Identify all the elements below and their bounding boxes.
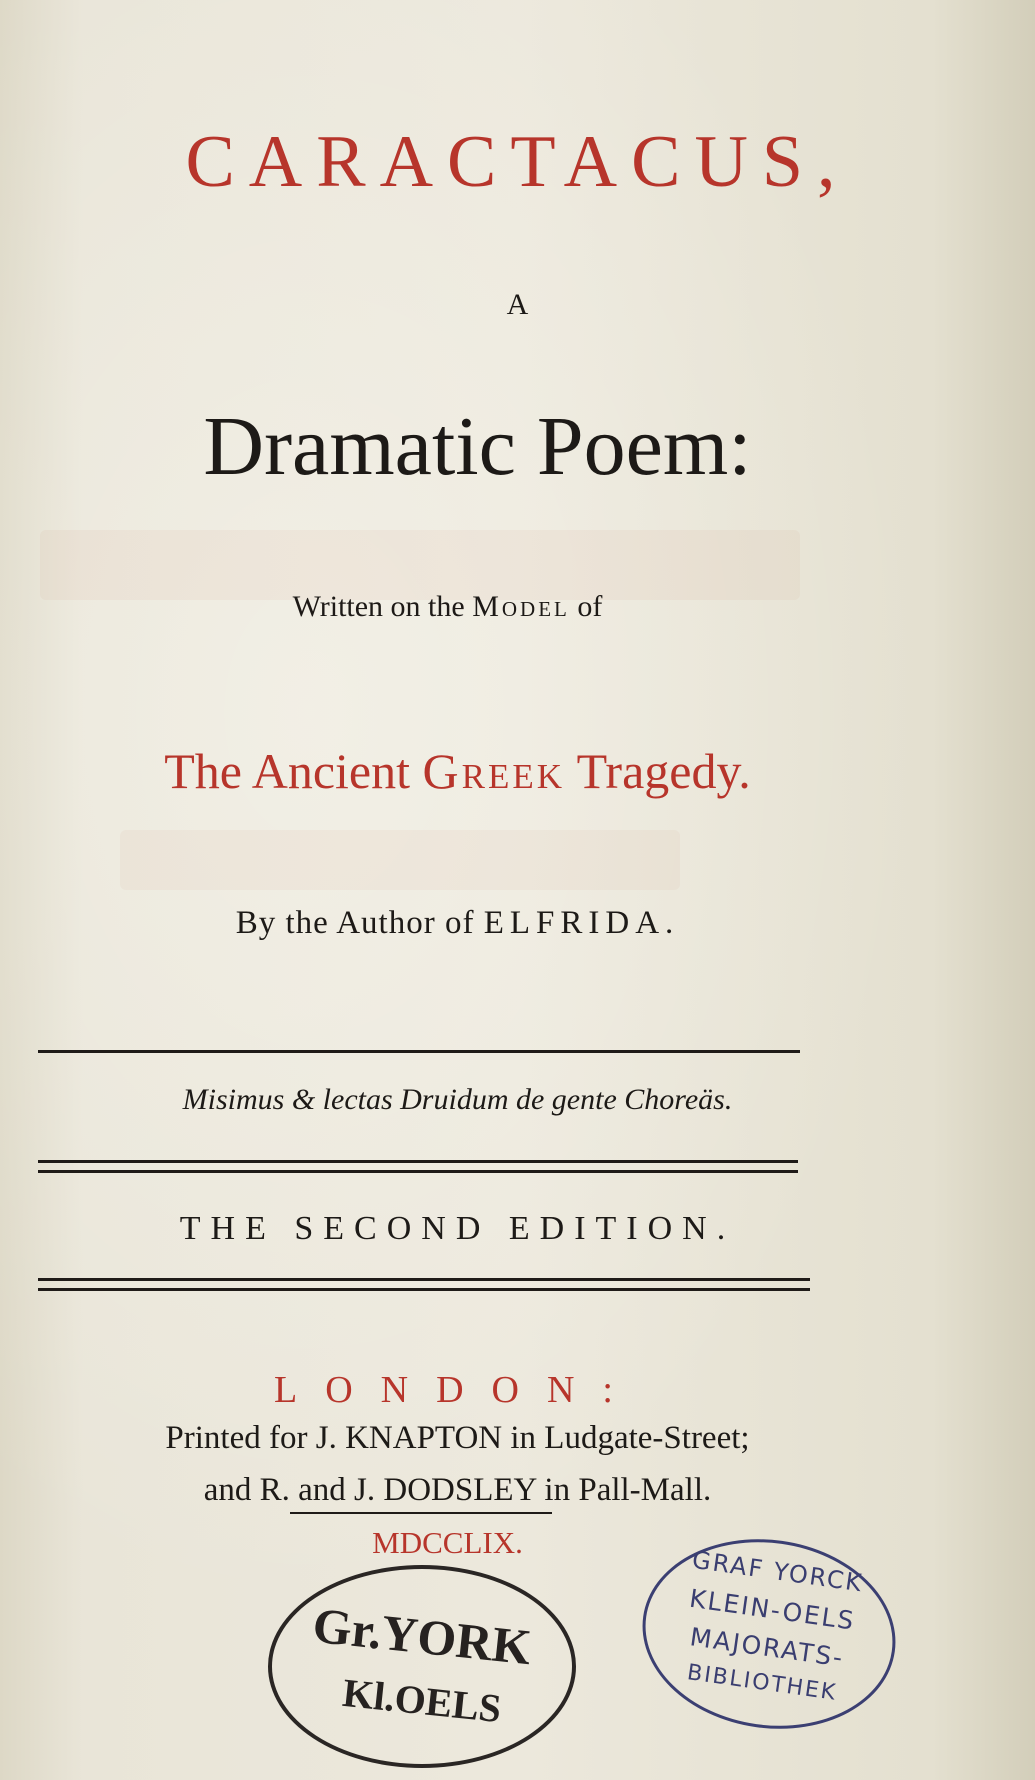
library-stamp-york [268,1565,576,1768]
imprint-line-1: Printed for J. KNAPTON in Ludgate-Street; [165,1420,750,1456]
rule-top [38,1050,800,1053]
handwritten-underline [290,1512,552,1514]
imprint-line-2: and R. and J. DODSLEY in Pall-Mall. [203,1472,712,1508]
written-suffix: of [577,590,603,623]
double-rule-upper-b [38,1170,798,1173]
written-prefix: Written on the [292,590,465,623]
edition-statement: THE SECOND EDITION. [179,1210,736,1247]
imprint-date: MDCCLIX. [372,1525,523,1560]
title-article: A [506,288,529,321]
stamp-klein-line-1: GRAF YORCK [690,1545,866,1598]
stamp-york-line-2: Kl.OELS [340,1669,504,1732]
stamp-klein-line-2: KLEIN-OELS [687,1583,858,1636]
double-rule-lower-a [38,1278,810,1281]
author-line [0,905,975,942]
stamp-klein-line-4: BIBLIOTHEK [685,1660,839,1706]
written-model: Model [472,590,570,623]
ancient-greek: Greek [422,743,566,799]
book-subtitle: Dramatic Poem: [203,400,752,493]
author-work: ELFRIDA. [483,905,680,941]
double-rule-upper-a [38,1160,798,1163]
stamp-klein-line-3: MAJORATS- [688,1622,847,1673]
stamp-york-line-1: Gr.YORK [310,1596,534,1676]
book-title: CARACTACUS, [185,121,850,203]
ancient-prefix: The Ancient [164,743,411,799]
latin-motto: Misimus & lectas Druidum de gente Choreäs. [182,1083,733,1116]
ancient-tragedy-line [0,742,975,800]
double-rule-lower-b [38,1288,810,1291]
imprint-city: LONDON: [274,1369,641,1411]
author-prefix: By the Author of [235,905,475,941]
bleed-through-shadow [120,830,680,890]
ancient-suffix: Tragedy. [576,743,751,799]
written-line [0,590,965,624]
